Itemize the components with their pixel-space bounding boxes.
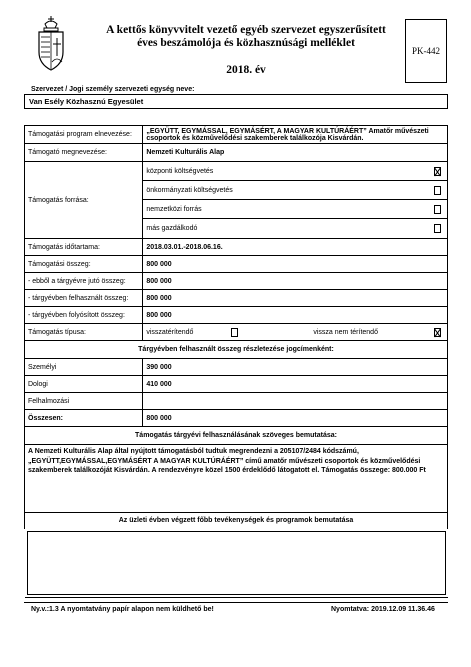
source-option-label: központi költségvetés bbox=[146, 167, 214, 175]
checkbox[interactable] bbox=[434, 186, 441, 195]
form-year: 2018. év bbox=[226, 64, 266, 76]
form-title bbox=[86, 24, 406, 50]
amount-value[interactable]: 800 000 bbox=[143, 256, 448, 273]
business-title: Az üzleti évben végzett főbb tevékenységek és programok bemutatása bbox=[25, 513, 448, 529]
footer-divider bbox=[24, 602, 448, 603]
description-text[interactable]: A Nemzeti Kulturális Alap által nyújtott támogatásból tudtuk megrendezni a 205107/2484 kódszámú, „EGYÜTT,EGYMÁSSAL,EGYMÁSÉRT A MAGYAR KULTÚRÁÉRT” című amatőr művészeti csoportok és közművelődési szakemberek találkozóját Kisvárdán. A rendezvényre közel 1500 érdeklődő látogatott el. Támogatás összege: 800.000 Ft bbox=[25, 445, 448, 513]
duration-label: Támogatás időtartama: bbox=[25, 239, 143, 256]
source-option bbox=[143, 181, 447, 200]
used-value[interactable]: 800 000 bbox=[143, 290, 448, 307]
used-label: - tárgyévben felhasznált összeg: bbox=[25, 290, 143, 307]
org-label: Szervezet / Jogi személy szervezeti egység neve: bbox=[31, 86, 195, 93]
type-nonrefundable-checkbox[interactable] bbox=[434, 328, 441, 337]
source-option-label: nemzetközi forrás bbox=[146, 205, 202, 213]
amount-label: Támogatási összeg: bbox=[25, 256, 143, 273]
program-value[interactable]: „EGYÜTT, EGYMÁSSAL, EGYMÁSÉRT, A MAGYAR KULTÚRÁÉRT” Amatőr művészeti csoportok és közművelődési szakemberek találkozója Kisvárdán. bbox=[143, 126, 448, 144]
type-label: Támogatás típusa: bbox=[25, 324, 143, 341]
breakdown-row-value[interactable] bbox=[143, 393, 448, 410]
form-header bbox=[31, 16, 447, 86]
paid-value[interactable]: 800 000 bbox=[143, 307, 448, 324]
form-code: PK-442 bbox=[405, 19, 447, 83]
program-label: Támogatási program elnevezése: bbox=[25, 126, 143, 144]
type-nonrefundable-label: vissza nem térítendő bbox=[313, 328, 378, 336]
source-label: Támogatás forrása: bbox=[25, 162, 143, 239]
support-table bbox=[24, 125, 448, 598]
source-option bbox=[143, 162, 447, 181]
description-title: Támogatás tárgyévi felhasználásának szöveges bemutatása: bbox=[25, 427, 448, 445]
form-title-line1: A kettős könyvvitelt vezető egyéb szervezet egyszerűsített bbox=[106, 24, 386, 36]
breakdown-row-label: Dologi bbox=[25, 376, 143, 393]
duration-value[interactable]: 2018.03.01.-2018.06.16. bbox=[143, 239, 448, 256]
supporter-label: Támogató megnevezése: bbox=[25, 144, 143, 162]
checkbox-checked[interactable] bbox=[434, 167, 441, 176]
breakdown-title: Tárgyévben felhasznált összeg részletezése jogcímenként: bbox=[25, 341, 448, 359]
supporter-value[interactable]: Nemzeti Kulturális Alap bbox=[143, 144, 448, 162]
footer-printed: Nyomtatva: 2019.12.09 11.36.46 bbox=[331, 606, 435, 613]
business-text-field[interactable] bbox=[27, 531, 446, 595]
source-option-label: önkormányzati költségvetés bbox=[146, 186, 233, 194]
type-refundable-label: visszatérítendő bbox=[146, 328, 194, 336]
form-title-line2: éves beszámolója és közhasznúsági melléklet bbox=[137, 37, 355, 49]
breakdown-row-label: Személyi bbox=[25, 359, 143, 376]
total-label: Összesen: bbox=[25, 410, 143, 427]
breakdown-row-value[interactable]: 410 000 bbox=[143, 376, 448, 393]
type-refundable-checkbox[interactable] bbox=[231, 328, 238, 337]
source-option bbox=[143, 219, 447, 238]
checkbox[interactable] bbox=[434, 224, 441, 233]
source-option-label: más gazdálkodó bbox=[146, 225, 198, 232]
hungarian-coat-of-arms-icon bbox=[31, 16, 71, 76]
org-name-field[interactable]: Van Esély Közhasznú Egyesület bbox=[24, 94, 448, 109]
year-share-value[interactable]: 800 000 bbox=[143, 273, 448, 290]
year-share-label: - ebből a tárgyévre jutó összeg: bbox=[25, 273, 143, 290]
source-option bbox=[143, 200, 447, 219]
footer-version: Ny.v.:1.3 A nyomtatvány papír alapon nem küldhető be! bbox=[31, 606, 214, 613]
paid-label: - tárgyévben folyósított összeg: bbox=[25, 307, 143, 324]
checkbox[interactable] bbox=[434, 205, 441, 214]
breakdown-row-value[interactable]: 390 000 bbox=[143, 359, 448, 376]
total-value[interactable]: 800 000 bbox=[143, 410, 448, 427]
breakdown-row-label: Felhalmozási bbox=[25, 393, 143, 410]
